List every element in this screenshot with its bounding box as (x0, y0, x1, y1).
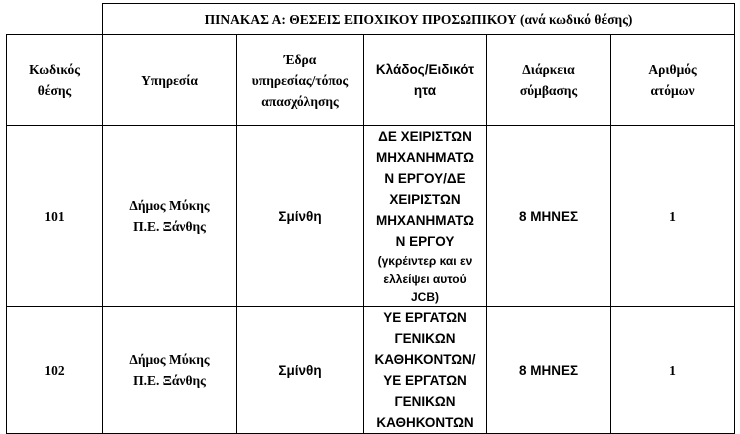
positions-table (6, 3, 735, 434)
row-duration-cell (487, 307, 611, 434)
row-specialty-line: ΓΕΝΙΚΩΝ (394, 394, 456, 409)
row-specialty (367, 307, 483, 433)
row-location-cell (237, 307, 364, 434)
header-service (103, 35, 237, 126)
row-specialty (367, 126, 483, 252)
row-code: 102 (44, 362, 65, 378)
row-specialty-line: ΜΗΧΑΝΗΜΑΤΩ (376, 213, 474, 228)
row-specialty-note-line: ελλείψει αυτού (383, 272, 467, 286)
header-location-line-2: υπηρεσίας/τόπος (251, 72, 349, 88)
row-count: 1 (669, 208, 676, 224)
row-service-cell (103, 307, 237, 434)
table-title (103, 4, 735, 35)
header-code (7, 35, 103, 126)
header-location (237, 35, 364, 126)
row-specialty-line: ΧΕΙΡΙΣΤΩΝ (389, 192, 461, 207)
header-duration (487, 35, 611, 126)
table-title-row (7, 4, 735, 35)
header-specialty (364, 35, 487, 126)
row-duration: 8 ΜΗΝΕΣ (518, 208, 579, 224)
row-count: 1 (669, 362, 676, 378)
header-service-text: Υπηρεσία (141, 72, 198, 88)
table-header-row (7, 35, 735, 126)
header-duration-line-1: Διάρκεια (522, 62, 575, 77)
row-specialty-line: ΥΕ ΕΡΓΑΤΩΝ (383, 310, 467, 325)
header-count-line-2: ατόμων (650, 83, 695, 98)
row-code-cell (7, 126, 103, 307)
row-specialty-note-line: JCB) (410, 290, 439, 304)
row-specialty-line: Ν ΕΡΓΟΥ/ΔΕ (384, 171, 466, 186)
table-row (7, 307, 735, 434)
table-title-text: ΠΙΝΑΚΑΣ Α: ΘΕΣΕΙΣ ΕΠΟΧΙΚΟΥ ΠΡΟΣΩΠΙΚΟΥ (204, 11, 517, 27)
row-specialty-line: ΔΕ ΧΕΙΡΙΣΤΩΝ (378, 129, 472, 144)
row-location: Σμίνθη (278, 208, 322, 224)
row-location: Σμίνθη (278, 362, 322, 378)
row-code: 101 (44, 208, 65, 224)
row-service-line-1: Δήμος Μύκης (129, 198, 210, 213)
row-specialty-line: ΜΗΧΑΝΗΜΑΤΩ (376, 150, 474, 165)
table-row (7, 126, 735, 307)
row-duration: 8 ΜΗΝΕΣ (518, 362, 579, 378)
row-code-cell (7, 307, 103, 434)
row-service-line-2: Π.Ε. Ξάνθης (133, 373, 206, 388)
row-service-cell (103, 126, 237, 307)
row-specialty-line: ΚΑΘΗΚΟΝΤΩΝ/ (374, 352, 476, 367)
header-location-line-1: Έδρα (283, 51, 317, 67)
empty-corner-cell (7, 4, 103, 35)
header-specialty-line-2: ητα (413, 83, 437, 98)
header-count (611, 35, 735, 126)
row-specialty-line: ΓΕΝΙΚΩΝ (394, 331, 456, 346)
header-code-line-1: Κωδικός (29, 62, 80, 77)
table-title-note: (ανά κωδικό θέσης) (520, 11, 633, 27)
header-duration-line-2: σύμβασης (519, 83, 578, 98)
header-count-line-1: Αριθμός (648, 62, 697, 77)
row-location-cell (237, 126, 364, 307)
header-specialty-line-1: Κλάδος/Ειδικότ (375, 62, 475, 77)
row-duration-cell (487, 126, 611, 307)
row-specialty-line: Ν ΕΡΓΟΥ (395, 234, 455, 249)
row-specialty-cell (364, 307, 487, 434)
row-specialty-note-line: (γκρέιντερ και εν (377, 254, 473, 268)
row-service-line-1: Δήμος Μύκης (129, 352, 210, 367)
row-count-cell (611, 126, 735, 307)
row-specialty-line: ΚΑΘΗΚΟΝΤΩΝ (376, 415, 474, 430)
header-code-line-2: θέσης (37, 83, 72, 98)
row-specialty-line: ΥΕ ΕΡΓΑΤΩΝ (383, 373, 467, 388)
row-service-line-2: Π.Ε. Ξάνθης (133, 219, 206, 234)
header-location-line-3: απασχόλησης (261, 93, 339, 109)
row-specialty-note (367, 252, 483, 306)
row-specialty-cell (364, 126, 487, 307)
row-count-cell (611, 307, 735, 434)
